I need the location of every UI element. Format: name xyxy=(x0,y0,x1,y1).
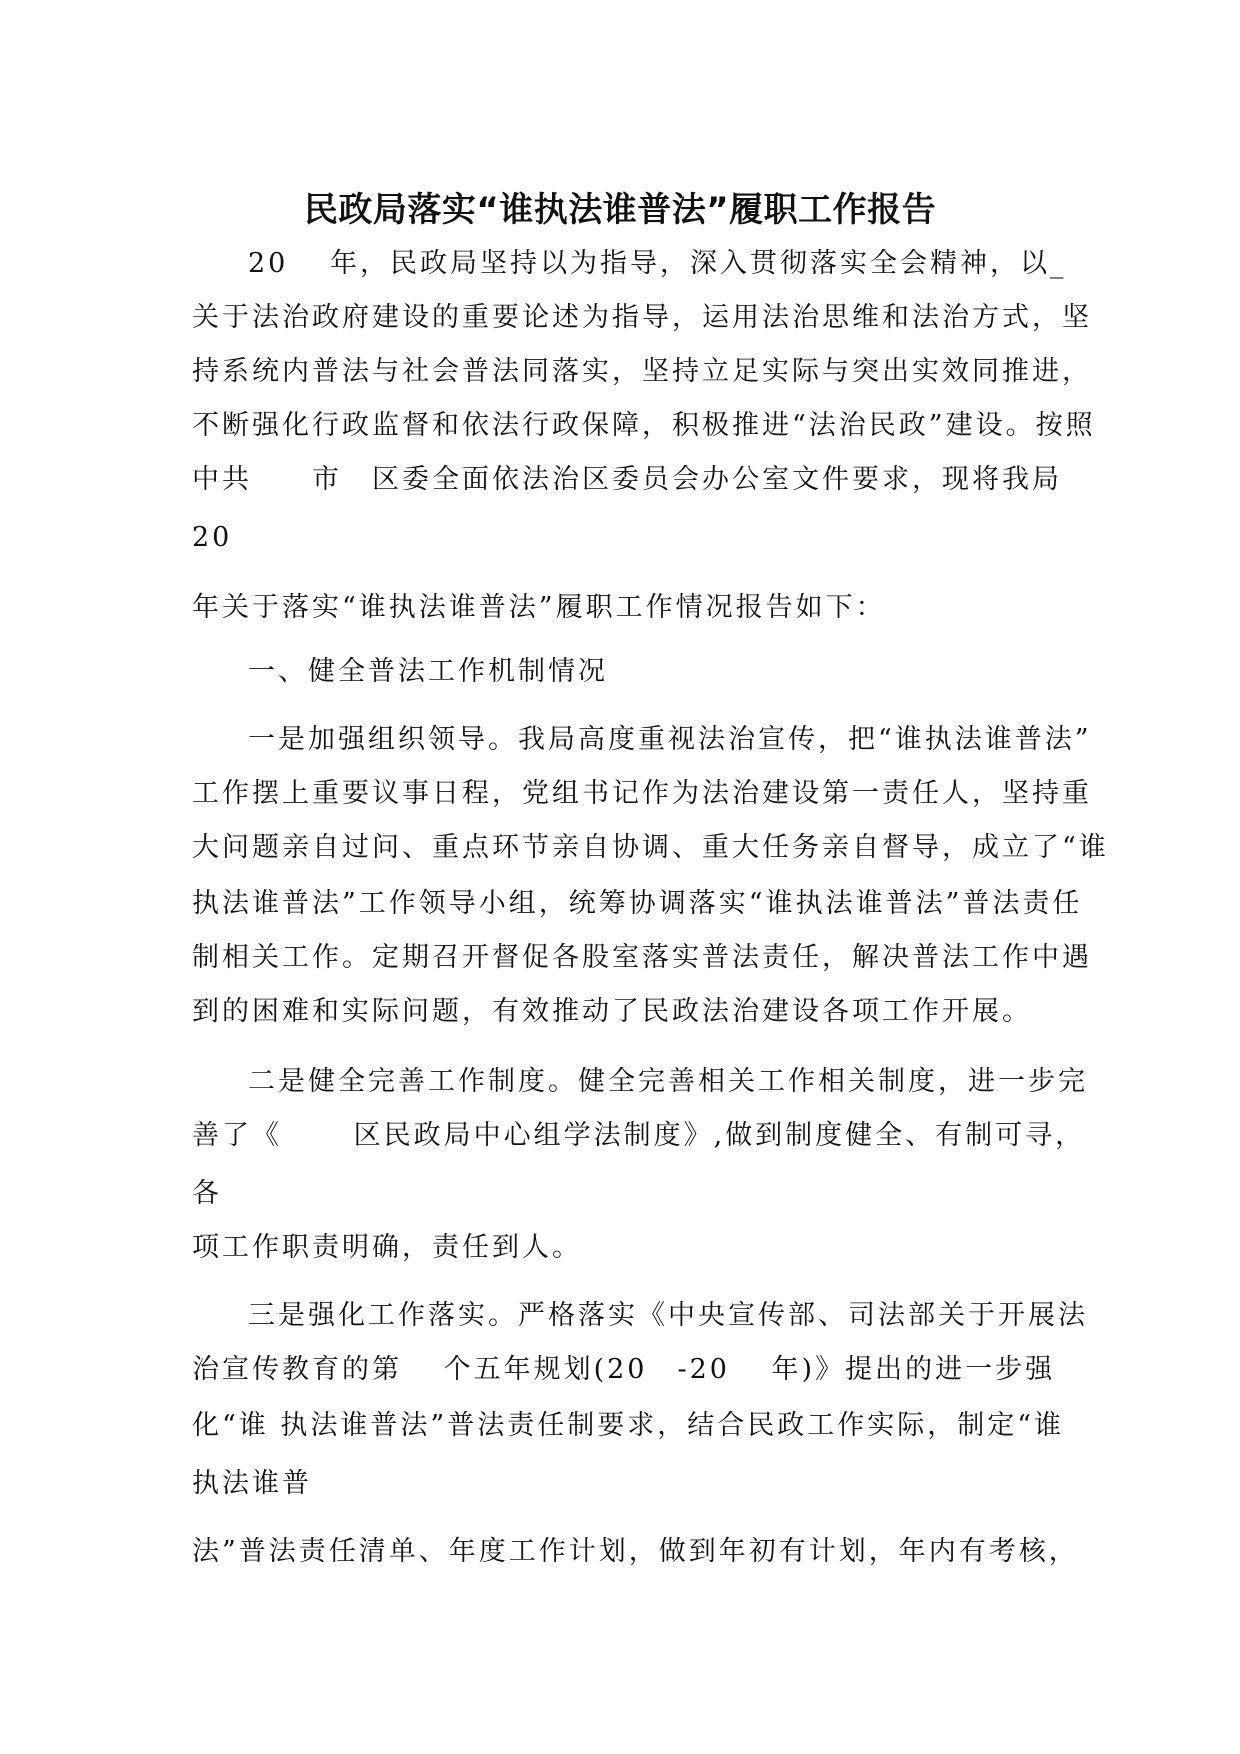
paragraph-line: 大问题亲自过问、重点环节亲自协调、重大任务亲自督导，成立了“谁 xyxy=(192,832,1109,863)
paragraph-line: 善了《 区民政局中心组学法制度》,做到制度健全、有制可寻， xyxy=(192,1120,1086,1151)
paragraph-line: 中共 市 区委全面依法治区委员会办公室文件要求，现将我局 xyxy=(192,464,1062,495)
paragraph-line: 化“谁 执法谁普法”普法责任制要求，结合民政工作实际，制定“谁 xyxy=(192,1410,1064,1441)
paragraph-line: 项工作职责明确，责任到人。 xyxy=(192,1232,582,1263)
paragraph-line: 持系统内普法与社会普法同落实，坚持立足实际与突出实效同推进， xyxy=(192,356,1092,387)
section-heading: 一、健全普法工作机制情况 xyxy=(248,656,608,687)
paragraph-line: 到的困难和实际问题，有效推动了民政法治建设各项工作开展。 xyxy=(192,996,1032,1027)
paragraph-line: 执法谁普 xyxy=(192,1468,312,1499)
paragraph-line: 关于法治政府建设的重要论述为指导，运用法治思维和法治方式，坚 xyxy=(192,302,1092,333)
paragraph-line: 法”普法责任清单、年度工作计划，做到年初有计划，年内有考核， xyxy=(192,1536,1079,1567)
paragraph-line: 年关于落实“谁执法谁普法”履职工作情况报告如下： xyxy=(192,592,886,623)
paragraph-line: 执法谁普法”工作领导小组，统筹协调落实“谁执法谁普法”普法责任 xyxy=(192,888,1083,919)
document-title: 民政局落实“谁执法谁普法”履职工作报告 xyxy=(303,190,937,230)
paragraph-line: 治宣传教育的第 个五年规划(20 -20 年)》提出的进一步强 xyxy=(192,1354,1056,1385)
paragraph-line: 20 xyxy=(192,522,233,553)
paragraph-line: 二是健全完善工作制度。健全完善相关工作相关制度，进一步完 xyxy=(248,1066,1088,1097)
paragraph-line: 三是强化工作落实。严格落实《中央宣传部、司法部关于开展法 xyxy=(248,1300,1088,1331)
paragraph-line: 不断强化行政监督和依法行政保障，积极推进“法治民政”建设。按照 xyxy=(192,410,1096,441)
paragraph-line: 各 xyxy=(192,1178,222,1209)
paragraph-line: 制相关工作。定期召开督促各股室落实普法责任，解决普法工作中遇 xyxy=(192,942,1092,973)
paragraph-line: 20 年，民政局坚持以为指导，深入贯彻落实全会精神，以_ xyxy=(248,248,1067,279)
paragraph-line: 一是加强组织领导。我局高度重视法治宣传，把“谁执法谁普法” xyxy=(248,724,1092,755)
paragraph-line: 工作摆上重要议事日程，党组书记作为法治建设第一责任人，坚持重 xyxy=(192,778,1092,809)
